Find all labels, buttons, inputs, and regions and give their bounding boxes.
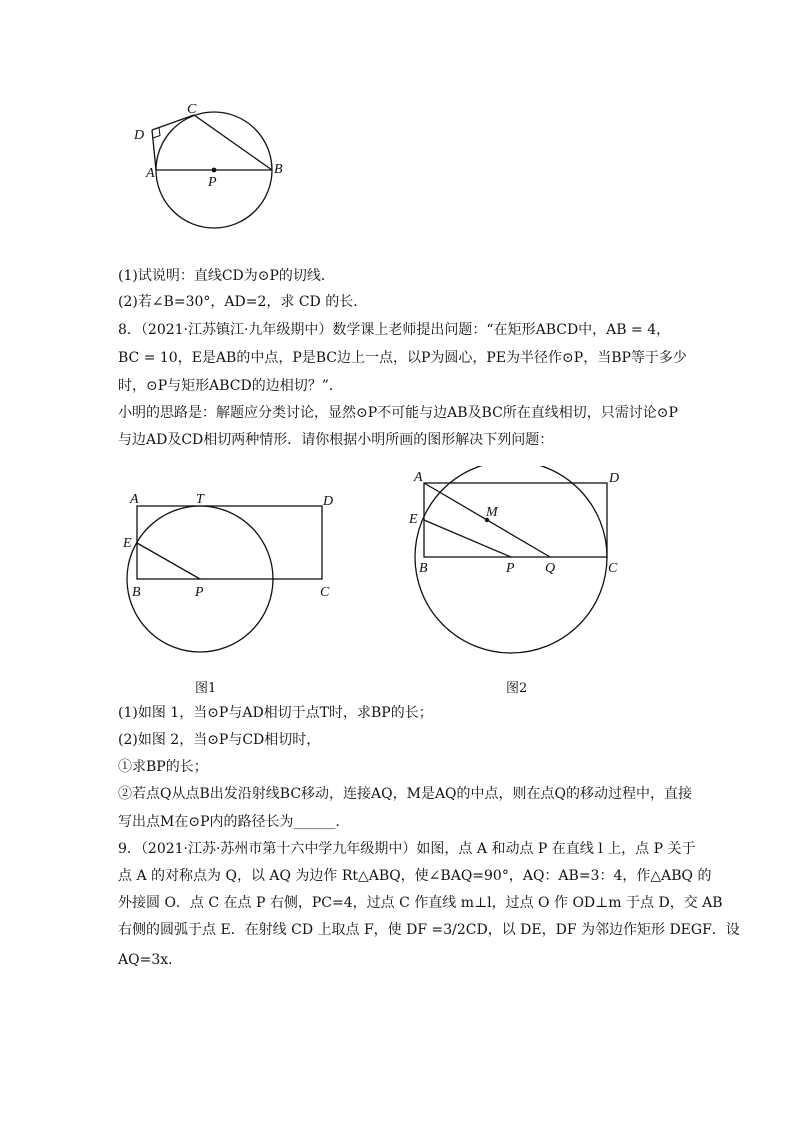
label-t: T xyxy=(196,492,204,507)
q8-sub2: (2)如图 2，当⊙P与CD相切时， xyxy=(118,732,321,748)
label-b: B xyxy=(419,561,428,576)
label-d: D xyxy=(323,494,334,509)
q9-line1: 9．（2021·江苏·苏州市第十六中学九年级期中）如图，点 A 和动点 P 在直线 l 上，点 P 关于 xyxy=(118,841,696,857)
figure-1 xyxy=(118,488,348,658)
q8-line1: 8．（2021·江苏镇江·九年级期中）数学课上老师提出问题：“在矩形ABCD中，AB = 4， xyxy=(118,322,671,338)
label-d: D xyxy=(134,128,145,143)
label-c: C xyxy=(608,561,618,576)
chord-bc xyxy=(194,115,272,170)
segment-ep xyxy=(424,520,511,557)
tangent-dc xyxy=(152,115,194,130)
label-b: B xyxy=(274,162,283,177)
q9-line3: 外接圆 O．点 C 在点 P 右侧，PC=4，过点 C 作直线 m⊥l，过点 O 作 OD⊥m 于点 D，交 AB xyxy=(118,895,723,911)
label-m: M xyxy=(486,505,498,520)
segment-ep xyxy=(137,543,200,579)
label-e: E xyxy=(409,512,418,527)
label-d: D xyxy=(609,471,620,486)
q8-line5: 与边AD及CD相切两种情形．请你根据小明所画的图形解决下列问题： xyxy=(118,432,554,448)
label-p: P xyxy=(506,561,515,576)
label-a: A xyxy=(146,166,155,181)
rectangle-abcd xyxy=(424,483,607,557)
figure-2 xyxy=(405,466,630,662)
q8-sub2a: ①求BP的长； xyxy=(118,759,208,775)
segment-da xyxy=(152,130,156,170)
figure-2-caption: 图2 xyxy=(506,681,528,696)
q8-sub2b-line1: ②若点Q从点B出发沿射线BC移动，连接AQ，M是AQ的中点，则在点Q的移动过程中，直接 xyxy=(118,786,693,802)
label-q: Q xyxy=(545,561,556,576)
q9-line4: 右侧的圆弧于点 E．在射线 CD 上取点 F，使 DF =3/2CD，以 DE，DF 为邻边作矩形 DEGF．设 xyxy=(118,922,740,938)
q8-sub2b-line2: 写出点M在⊙P内的路径长为______． xyxy=(118,814,350,830)
circle-tangent-figure xyxy=(128,98,298,233)
q8-line4: 小明的思路是：解题应分类讨论，显然⊙P不可能与边AB及BC所在直线相切，只需讨论⊙P xyxy=(118,405,678,421)
q8-sub1: (1)如图 1，当⊙P与AD相切于点T时，求BP的长； xyxy=(118,705,433,721)
label-c: C xyxy=(187,102,197,117)
q9-line2: 点 A 的对称点为 Q，以 AQ 为边作 Rt△ABQ，使∠BAQ=90°，AQ：AB=3：4，作△ABQ 的 xyxy=(118,868,712,884)
q9-line5: AQ=3x． xyxy=(118,952,183,968)
label-b: B xyxy=(132,585,141,600)
label-p: P xyxy=(208,175,217,190)
q7-part1: (1)试说明：直线CD为⊙P的切线． xyxy=(118,268,335,284)
rectangle-abcd xyxy=(137,506,322,579)
q8-line3: 时，⊙P与矩形ABCD的边相切？”． xyxy=(118,378,343,394)
label-a: A xyxy=(414,470,423,485)
label-a: A xyxy=(130,492,139,507)
label-c: C xyxy=(320,585,330,600)
q8-line2: BC = 10，E是AB的中点，P是BC边上一点，以P为圆心，PE为半径作⊙P，当BP等于多少 xyxy=(118,350,687,366)
figure-1-caption: 图1 xyxy=(195,681,217,696)
label-e: E xyxy=(123,536,132,551)
label-p: P xyxy=(195,585,204,600)
q7-part2: (2)若∠B=30°，AD=2，求 CD 的长． xyxy=(118,294,368,310)
center-point-p xyxy=(212,168,217,173)
